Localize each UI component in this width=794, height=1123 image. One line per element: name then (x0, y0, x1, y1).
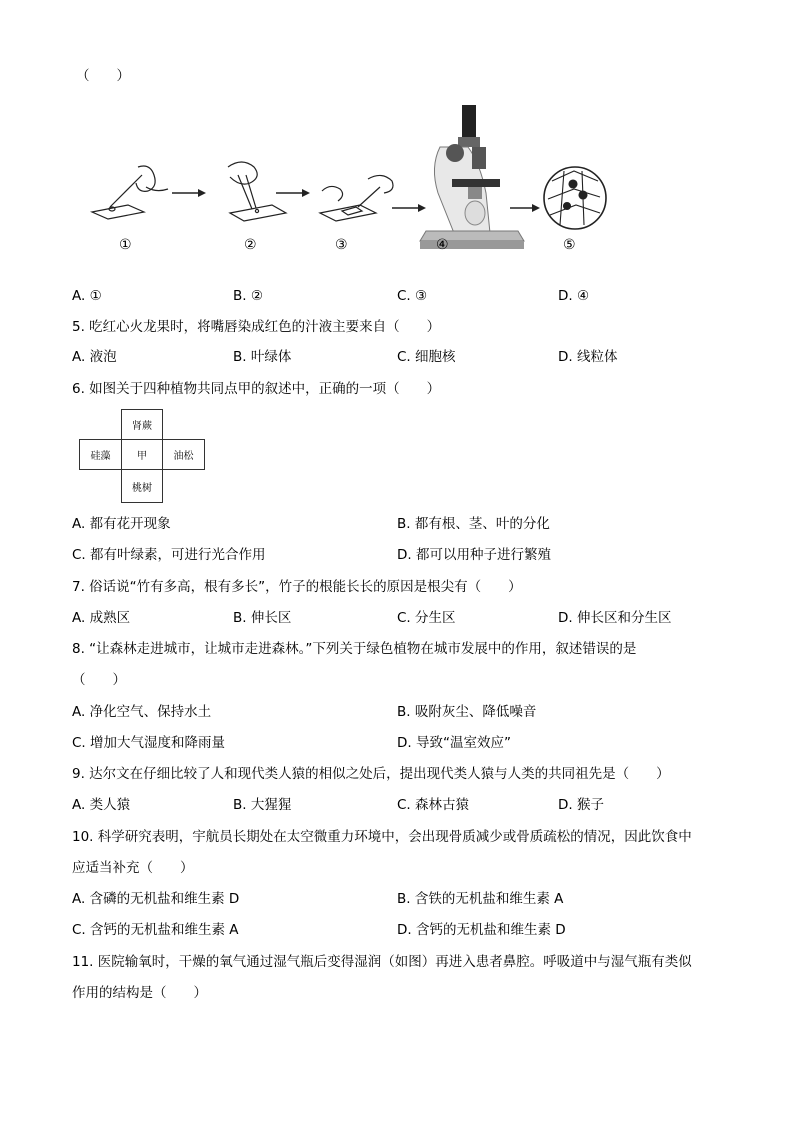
q9-stem: 9. 达尔文在仔细比较了人和现代类人猿的相似之处后，提出现代类人猿与人类的共同祖先是（ ） (72, 766, 670, 782)
q10-stem: 10. 科学研究表明，宇航员长期处在太空微重力环境中，会出现骨质减少或骨质疏松的情况，因此饮食中 (72, 829, 692, 845)
q7-option-d[interactable]: D. 伸长区和分生区 (558, 610, 672, 626)
q6-option-b[interactable]: B. 都有根、茎、叶的分化 (397, 516, 550, 532)
q7-option-b[interactable]: B. 伸长区 (233, 610, 292, 626)
plant-grid-figure (79, 409, 205, 503)
grid-cell-bottom: 桃树 (121, 469, 163, 503)
q7-stem: 7. 俗话说“竹有多高，根有多长”，竹子的根能长长的原因是根尖有（ ） (72, 579, 522, 595)
step-2-drawing (228, 162, 286, 221)
q9-option-a[interactable]: A. 类人猿 (72, 797, 131, 813)
step-label-3: ③ (335, 237, 348, 253)
arrow-4-head (532, 204, 540, 212)
step-label-5: ⑤ (563, 237, 576, 253)
microscope-view-drawing (544, 167, 606, 229)
q7-option-a[interactable]: A. 成熟区 (72, 610, 131, 626)
step-3-drawing (320, 175, 393, 221)
q8-option-b[interactable]: B. 吸附灰尘、降低噪音 (397, 704, 537, 720)
q8-stem: 8. “让森林走进城市，让城市走进森林。”下列关于绿色植物在城市发展中的作用，叙述错误的是 (72, 641, 637, 657)
slide-preparation-figure (80, 95, 620, 265)
q4-option-b[interactable]: B. ② (233, 288, 263, 304)
step-label-4: ④ (436, 237, 449, 253)
q5-option-a[interactable]: A. 液泡 (72, 349, 117, 365)
q11-stem-cont: 作用的结构是（ ） (72, 985, 207, 1001)
q11-stem: 11. 医院输氧时，干燥的氧气通过湿气瓶后变得湿润（如图）再进入患者鼻腔。呼吸道中与湿气瓶有类似 (72, 954, 692, 970)
q9-option-b[interactable]: B. 大猩猩 (233, 797, 292, 813)
step-1-drawing (92, 166, 168, 219)
q5-option-d[interactable]: D. 线粒体 (558, 349, 618, 365)
q7-option-c[interactable]: C. 分生区 (397, 610, 456, 626)
question-4-paren: （ ） (76, 68, 130, 84)
q10-option-b[interactable]: B. 含铁的无机盐和维生素 A (397, 891, 564, 907)
arrow-1-head (198, 189, 206, 197)
q6-option-a[interactable]: A. 都有花开现象 (72, 516, 171, 532)
q5-option-c[interactable]: C. 细胞核 (397, 349, 456, 365)
grid-cell-center: 甲 (137, 451, 147, 462)
q4-option-a[interactable]: A. ① (72, 288, 102, 304)
arrow-2-head (302, 189, 310, 197)
q8-option-a[interactable]: A. 净化空气、保持水土 (72, 704, 212, 720)
q8-stem-cont: （ ） (72, 672, 126, 688)
q10-option-a[interactable]: A. 含磷的无机盐和维生素 D (72, 891, 240, 907)
q6-option-c[interactable]: C. 都有叶绿素，可进行光合作用 (72, 547, 266, 563)
q4-option-c[interactable]: C. ③ (397, 288, 428, 304)
q9-option-d[interactable]: D. 猴子 (558, 797, 604, 813)
microscope-drawing (420, 105, 524, 249)
step-label-1: ① (119, 237, 132, 253)
q10-stem-cont: 应适当补充（ ） (72, 860, 194, 876)
q5-stem: 5. 吃红心火龙果时，将嘴唇染成红色的汁液主要来自（ ） (72, 319, 441, 335)
q8-option-d[interactable]: D. 导致“温室效应” (397, 735, 511, 751)
q5-option-b[interactable]: B. 叶绿体 (233, 349, 292, 365)
q6-option-d[interactable]: D. 都可以用种子进行繁殖 (397, 547, 551, 563)
q6-stem: 6. 如图关于四种植物共同点甲的叙述中，正确的一项（ ） (72, 381, 441, 397)
grid-cell-left: 硅藻 (79, 439, 122, 470)
q8-option-c[interactable]: C. 增加大气湿度和降雨量 (72, 735, 226, 751)
q10-option-d[interactable]: D. 含钙的无机盐和维生素 D (397, 922, 566, 938)
q9-option-c[interactable]: C. 森林古猿 (397, 797, 470, 813)
grid-cell-top: 肾蕨 (121, 409, 163, 440)
q10-option-c[interactable]: C. 含钙的无机盐和维生素 A (72, 922, 239, 938)
grid-cell-right: 油松 (162, 439, 205, 470)
step-label-2: ② (244, 237, 257, 253)
q4-option-d[interactable]: D. ④ (558, 288, 590, 304)
arrow-3-head (418, 204, 426, 212)
